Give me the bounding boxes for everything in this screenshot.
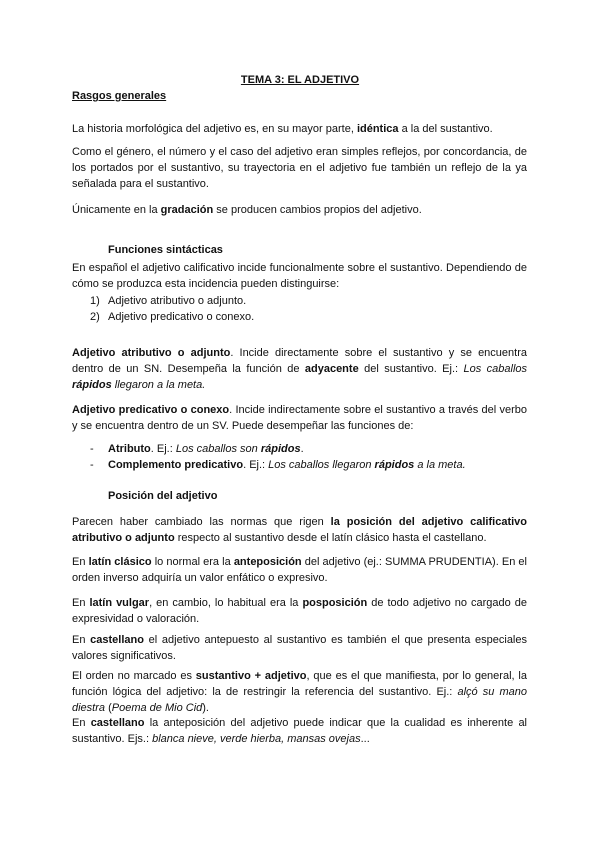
paragraph-1 bbox=[72, 121, 527, 137]
p9-text-e: de todo adjetivo no cargado de expresividad o valoración. bbox=[72, 597, 527, 625]
list2-end: . bbox=[300, 443, 304, 455]
list2-bold: Atributo bbox=[108, 443, 151, 455]
p10-text-a: En bbox=[72, 634, 91, 646]
list2-bold: Complemento predicativo bbox=[108, 459, 244, 471]
list2-bold-italic: rápidos bbox=[374, 459, 415, 471]
p12-text-c: la anteposición del adjetivo puede indicar que la cualidad es inherente al sustantivo. Ejs.: bbox=[72, 717, 528, 745]
list2-text: . Ej.: bbox=[243, 459, 269, 471]
p7-text-a: Parecen haber cambiado las normas que rigen bbox=[72, 516, 331, 528]
list2-italic: Los caballos son bbox=[175, 443, 261, 455]
paragraph-4: En español el adjetivo calificativo incide funcionalmente sobre el sustantivo. Dependiendo de cómo se produzca esta incidencia pueden distinguirse: bbox=[72, 262, 527, 290]
list-number: 1) bbox=[90, 295, 100, 307]
p8-bold-b: latín clásico bbox=[88, 556, 152, 568]
p12-bold: castellano bbox=[90, 717, 145, 729]
p1-text-a: La historia morfológica del adjetivo es, en su mayor parte, bbox=[72, 123, 357, 135]
p1-text-c: a la del sustantivo. bbox=[398, 123, 493, 135]
paragraph-12 bbox=[72, 715, 527, 747]
list2-end: a la meta. bbox=[414, 459, 466, 471]
paragraph-10 bbox=[72, 632, 527, 664]
section-heading-posicion: Posición del adjetivo bbox=[108, 490, 218, 502]
list-text: Adjetivo predicativo o conexo. bbox=[108, 311, 255, 323]
section-heading-rasgos: Rasgos generales bbox=[72, 90, 167, 102]
p8-bold-d: anteposición bbox=[233, 556, 302, 568]
p12-text-a: En bbox=[72, 717, 91, 729]
p5-bold-c: adyacente bbox=[304, 363, 359, 375]
p7-bold: la posición del adjetivo calificativo atributivo o adjunto bbox=[72, 516, 527, 544]
p11-italic-d: alçó su mano diestra bbox=[72, 686, 527, 714]
p3-text-a: Únicamente en la bbox=[72, 204, 161, 216]
paragraph-6 bbox=[72, 402, 527, 434]
section-heading-funciones: Funciones sintácticas bbox=[108, 244, 223, 256]
p9-bold-d: posposición bbox=[302, 597, 368, 609]
p7-text-c: respecto al sustantivo desde el latín clásico hasta el castellano. bbox=[174, 532, 487, 544]
list-item bbox=[90, 457, 520, 473]
p6-bold-a: Adjetivo predicativo o conexo bbox=[72, 404, 230, 416]
list-item bbox=[90, 309, 520, 325]
p5-italic-g: llegaron a la meta. bbox=[111, 379, 206, 391]
p3-text-c: se producen cambios propios del adjetivo. bbox=[213, 204, 422, 216]
list-item bbox=[90, 441, 520, 457]
list-item bbox=[90, 293, 520, 309]
p11-bold: sustantivo + adjetivo bbox=[195, 670, 307, 682]
page-title: TEMA 3: EL ADJETIVO bbox=[240, 74, 360, 86]
p11-italic-f: Poema de Mio Cid bbox=[111, 702, 203, 714]
list-dash: - bbox=[90, 459, 94, 471]
list2-bold-italic: rápidos bbox=[260, 443, 301, 455]
p9-bold-b: latín vulgar bbox=[89, 597, 150, 609]
paragraph-9 bbox=[72, 595, 527, 627]
paragraph-3 bbox=[72, 202, 527, 218]
p5-italic-e: Los caballos bbox=[463, 363, 528, 375]
p6-text-b: . Incide indirectamente sobre el sustantivo a través del verbo y se encuentra dentro de un SV. Puede desempeñar las funciones de: bbox=[72, 404, 527, 432]
p5-text-d: del sustantivo. Ej.: bbox=[358, 363, 464, 375]
p8-text-c: lo normal era la bbox=[151, 556, 234, 568]
p1-bold: idéntica bbox=[356, 123, 399, 135]
list-number: 2) bbox=[90, 311, 100, 323]
p9-text-c: , en cambio, lo habitual era la bbox=[149, 597, 303, 609]
paragraph-11 bbox=[72, 668, 527, 716]
p12-text-e: ... bbox=[360, 733, 370, 745]
p10-bold: castellano bbox=[90, 634, 144, 646]
p11-text-g: ). bbox=[202, 702, 209, 714]
p5-bold-a: Adjetivo atributivo o adjunto bbox=[72, 347, 231, 359]
p3-bold: gradación bbox=[160, 204, 214, 216]
p5-bold-italic-f: rápidos bbox=[72, 379, 112, 391]
paragraph-2: Como el género, el número y el caso del adjetivo eran simples reflejos, por concordancia, de los portados por el sustantivo, su trayectoria en el adjetivo fue también un reflejo de la ya señalada para el sustantivo. bbox=[72, 146, 527, 190]
p5-text-b: . Incide directamente sobre el sustantivo y se encuentra dentro de un SN. Desempeña la función de bbox=[72, 347, 527, 375]
p10-text-c: el adjetivo antepuesto al sustantivo es también el que presenta especiales valores significativos. bbox=[72, 634, 527, 662]
list-dash: - bbox=[90, 443, 94, 455]
list-text: Adjetivo atributivo o adjunto. bbox=[108, 295, 247, 307]
p11-text-a: El orden no marcado es bbox=[72, 670, 196, 682]
paragraph-5 bbox=[72, 345, 527, 393]
paragraph-8 bbox=[72, 554, 527, 586]
p11-text-e: ( bbox=[105, 702, 112, 714]
p11-text-c: , que es el que manifiesta, por lo general, la función lógica del adjetivo: la de restringir la referencia del sustantivo. Ej.: bbox=[72, 670, 527, 698]
list2-italic: Los caballos llegaron bbox=[268, 459, 375, 471]
p9-text-a: En bbox=[72, 597, 90, 609]
p8-text-a: En bbox=[72, 556, 89, 568]
list2-text: . Ej.: bbox=[150, 443, 176, 455]
p12-italic-d: blanca nieve, verde hierba, mansas ovejas bbox=[152, 733, 361, 745]
paragraph-7 bbox=[72, 514, 527, 546]
p8-text-e: del adjetivo (ej.: SUMMA PRUDENTIA). En el orden inverso adquiría un valor enfático o expresivo. bbox=[72, 556, 527, 584]
